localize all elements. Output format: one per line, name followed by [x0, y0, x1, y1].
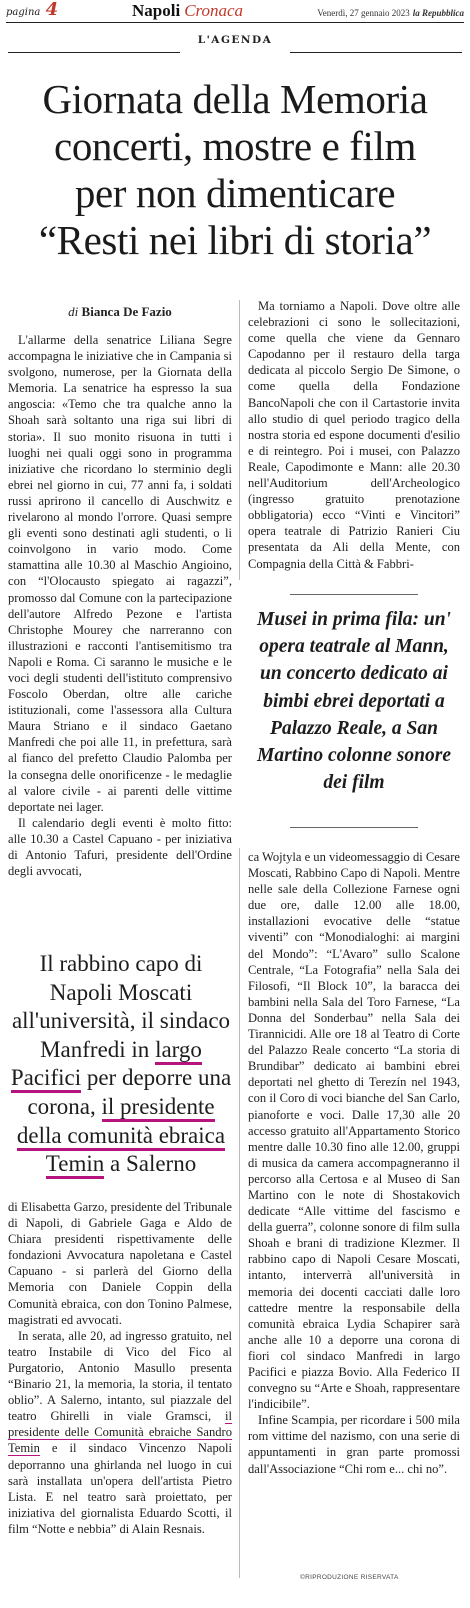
author-name: Bianca De Fazio	[81, 304, 172, 319]
article-paragraph: di Elisabetta Garzo, presidente del Tribunale di Napoli, di Gabriele Gaga e Aldo de Chiara presidenti rispettivamente delle fondazioni Avvocatura napoletana e Castel Capuano - si parlerà del Giorno della Memoria con Daniele Coppin della Comunità ebraica, con don Tonino Palmese, magistrati ed avvocati.	[8, 1200, 232, 1327]
article-paragraph: L'allarme della senatrice Liliana Segre accompagna le iniziative che in Campania si svolgono, numerose, per la Giornata della Memoria. La senatrice ha espresso la sua angoscia: «Temo che tra qualche anno la Shoah sarà soltanto una riga sui libri di storia». Il suo monito risuona in tutti i luoghi nei quali oggi sono in programma iniziative che ricordano lo sterminio degli ebrei nel giorno in cui, 77 anni fa, i soldati russi aprirono il cancello di Auschwitz e rivelarono al mondo l'orrore. Quasi sempre gli eventi sono destinati agli studenti, o li coinvolgono in vario modo. Come stamattina alle 10.30 al Maschio Angioino, con “l'Olocausto spiegato ai ragazzi”, promosso dal Comune con la partecipazione dell'autore Alfredo Pezone e l'artista Christophe Mourey che narreranno con illustrazioni e racconti l'antisemitismo tra Napoli e Roma. Ci saranno le musiche e le voci degli studenti dell'istituto comprensivo Foscolo Oberdan, oltre alle cariche istituzionali, come l'assessora alla Cultura Maura Striano e il sindaco Gaetano Manfredi che poi alle 11, in prefettura, sarà al fianco del prefetto Claudio Palomba per la consegna delle onorificenze - le medaglie al valore civile - ai parenti delle vittime deportate nei lager.	[8, 333, 232, 814]
headline-line: per non dimenticare	[74, 170, 396, 216]
kicker-rule-left	[8, 52, 180, 53]
article-paragraph: Infine Scampia, per ricordare i 500 mila rom vittime del nazismo, con una serie di appuntamenti in gran parte promossi dall'Associazione “Chi rom e... chi no”.	[248, 1413, 460, 1476]
article-column-left-bottom	[8, 1199, 232, 1537]
headline-line: concerti, mostre e film	[54, 123, 416, 169]
headline-line: “Resti nei libri di storia”	[38, 217, 432, 263]
byline-prefix: di	[68, 304, 79, 319]
article-column-right-bottom	[248, 849, 460, 1477]
pull-quote-rule-top	[290, 594, 418, 595]
section-title: Napoli	[132, 1, 181, 20]
article-column-right-top	[248, 298, 460, 572]
article-paragraph: Il calendario degli eventi è molto fitto: alle 10.30 a Castel Capuano - per iniziativa di Antonio Tafuri, presidente dell'Ordine degli avvocati,	[8, 815, 232, 879]
pull-quote-highlight: largo Pacifici	[11, 1037, 202, 1094]
headline-line: Giornata della Memoria	[42, 76, 428, 122]
byline	[8, 304, 232, 320]
pull-quote-text: Il rabbino capo di Napoli Moscati all'università, il sindaco Manfredi in	[11, 951, 231, 1062]
article-text: In serata, alle 20, ad ingresso gratuito, nel teatro Instabile di Vico del Fico al Purgatorio, Antonio Masullo presenta “Binario 21, la memoria, la storia, il tentato oblio”. A Salerno, intanto, sul piazzale del teatro Ghirelli in viale Gramsci,	[8, 1328, 232, 1424]
page-label	[6, 0, 58, 20]
subsection-title: Cronaca	[184, 1, 244, 20]
issue-date: Venerdì, 27 gennaio 2023	[317, 8, 410, 18]
pull-quote-right: Musei in prima fila: un' opera teatrale al Mann, un concerto dedicato ai bimbi ebrei deportati a Palazzo Reale, a San Martino colonne sonore dei film	[257, 609, 451, 794]
column-divider	[239, 848, 240, 1578]
article-paragraph: ca Wojtyla e un videomessaggio di Cesare Moscati, Rabbino Capo di Napoli. Mentre nelle sale della Collezione Farnese ogni due ore, dalle 12.00 alle 18.00, installazioni evocative delle “statue viventi” con “Monodialoghi: ai margini del Mondo”: “L'Avaro” sullo Scalone Centrale, “La Fotografia” nella Sala dei Filosofi, “Il Block 10”, la baracca dei bambini nella Sala del Toro Farnese, “La Donna del Sonderbau” nella Sala dei Tirannicidi. Alle ore 18 al Teatro di Corte del Palazzo Reale concerto “La storia di Brundibar” dedicato ai bambini ebrei deportati nel ghetto di Terezín nel 1943, con il Coro di voci bianche del San Carlo, pianoforte e voci. Dalle 17,30 alle 20 accesso gratuito all'Appartamento Storico mentre dalle 10.30 fino alle 12.00, gruppi di musica da camera accompagneranno il percorso alla Certosa e al Museo di San Martino con le note di Shostakovich dedicate “Alle vittime del fascismo e della guerra”, colonne sonore di film sulla Shoah e brani di tradizione Klezmer. Il rabbino capo di Napoli Cesare Moscati, intanto, interverrà all'università in memoria dei docenti cacciati dalle loro cattedre mentre la responsabile della comunità ebraica Lydia Schapirer sarà anche alle 10 a deporre una corona di fiori col sindaco Manfredi in largo Pacifici e piazza Bovio. Alla Federico II convegno su “Arte e Shoah, rappresentare l'indicibile”.	[248, 850, 460, 1412]
newspaper-logo: la Repubblica	[412, 8, 464, 18]
headline	[8, 76, 462, 264]
pull-quote-highlight: il presidente della comunità ebraica Temin	[17, 1094, 225, 1179]
masthead	[6, 0, 464, 23]
page-number: 4	[45, 0, 59, 20]
page-label-text: pagina	[6, 7, 41, 18]
kicker-rule-right	[290, 52, 462, 53]
copyright-notice: ©RIPRODUZIONE RISERVATA	[300, 1574, 399, 1581]
dateline	[317, 8, 464, 18]
article-paragraph	[8, 1328, 232, 1537]
pull-quote-rule-bottom	[290, 827, 418, 828]
highlighted-text: il presidente delle Comunità ebraiche Sandro Temin	[8, 1409, 232, 1456]
article-paragraph: Ma torniamo a Napoli. Dove oltre alle celebrazioni ci sono le sollecitazioni, come quella che viene da Gennaro Capodanno per il restauro della targa dedicata al piccolo Sergio De Simone, o come quella della Fondazione BancoNapoli che con il Cartastorie invita allo studio di quel periodo tragico della nostra storia ed espone documenti d'esilio e di reintegro. Poi i musei, con Palazzo Reale, Capodimonte e Mann: alle 20.30 nell'Auditorium dell'Archeologico (ingresso gratuito prenotazione obbligatoria) ecco “Vinti e Vincitori” opera teatrale di Patrizio Ranieri Ciu presentata da Ali della Mente, con Compagnia della Città & Fabbri-	[248, 299, 460, 571]
pull-quote-text: per deporre una corona,	[27, 1065, 232, 1119]
section-name	[132, 1, 243, 21]
kicker: L'AGENDA	[197, 34, 273, 46]
article-column-left-top	[8, 332, 232, 879]
article-text: e il sindaco Vincenzo Napoli deporranno una ghirlanda nel luogo in cui sarà installata un'opera dell'artista Pietro Lista. E nel teatro sarà proiettato, per iniziativa del giornalista Eduardo Scotti, il film “Notte e nebbia” di Alain Resnais.	[8, 1441, 232, 1536]
pull-quote-left	[10, 950, 232, 1179]
pull-quote-text: a Salerno	[104, 1151, 197, 1177]
column-divider	[239, 300, 240, 580]
